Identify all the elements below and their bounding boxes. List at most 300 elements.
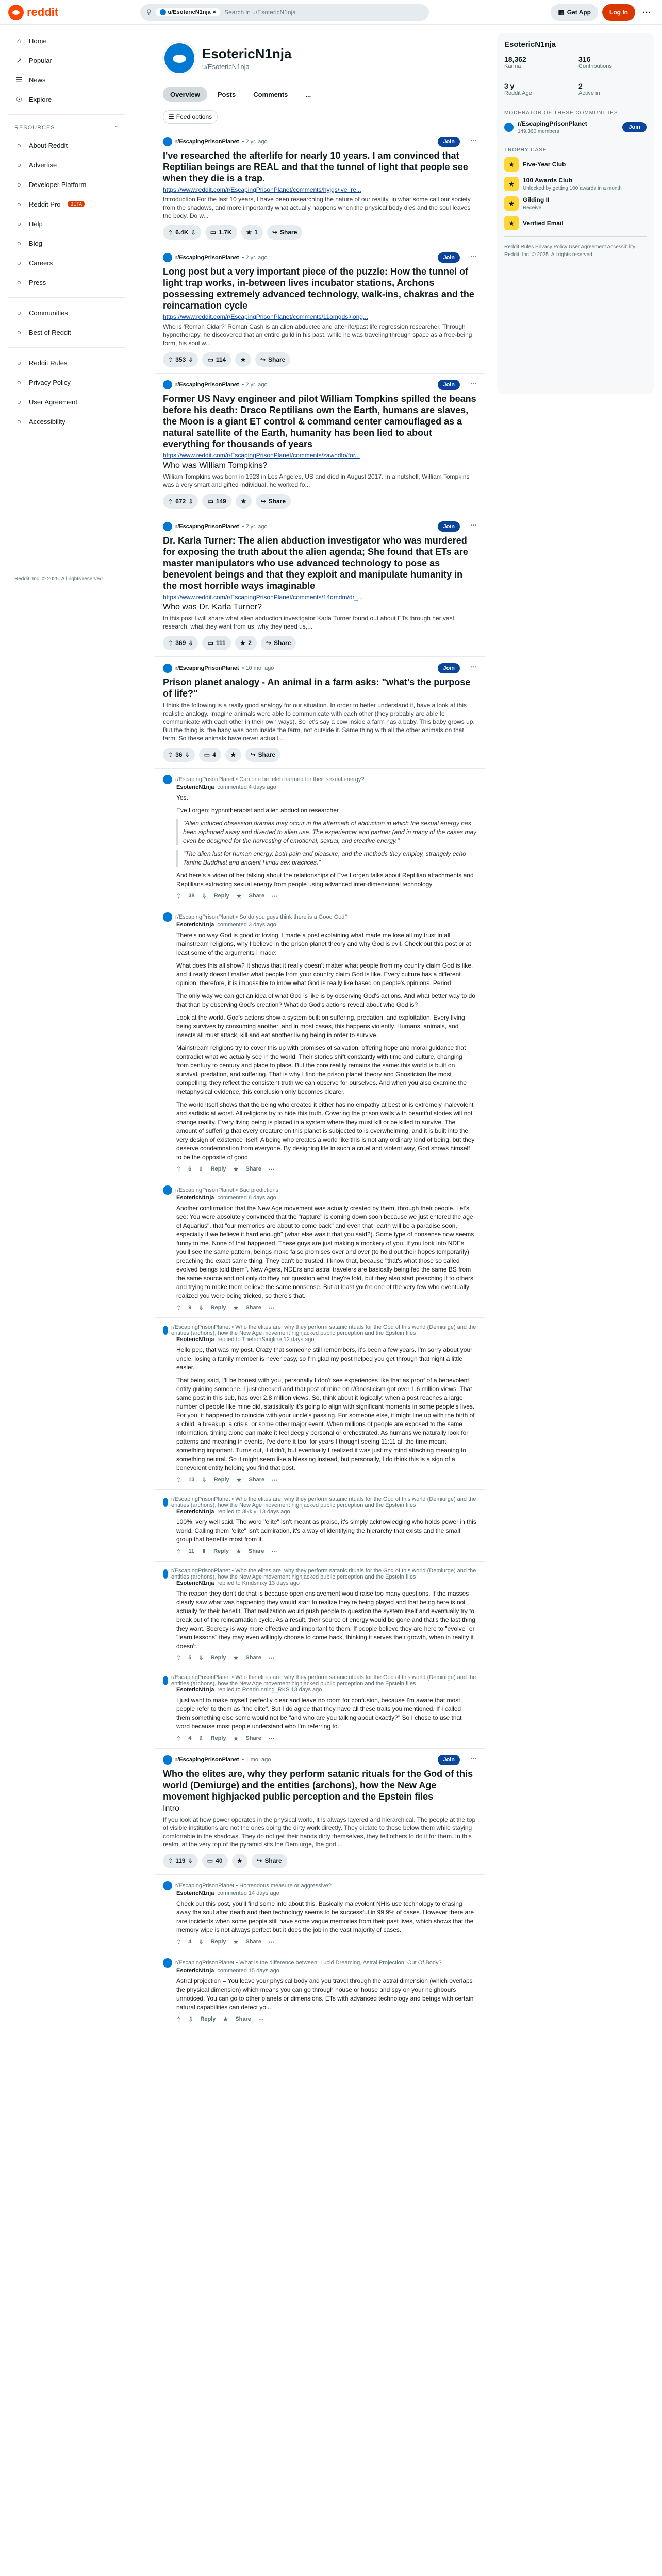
reply-button[interactable]: Reply: [210, 1939, 226, 1945]
post-link[interactable]: https://www.reddit.com/r/EscapingPrisonPlanet/comments/14qmdm/dr_...: [163, 594, 363, 601]
comment-author[interactable]: EsotericN1nja: [176, 1968, 214, 1974]
nav-item-label: Explore: [29, 95, 52, 104]
post-community[interactable]: r/EscapingPrisonPlanet: [175, 382, 239, 388]
more-options-icon[interactable]: ⋯: [470, 137, 476, 144]
comment-actions: [176, 1735, 476, 1742]
share-button[interactable]: [256, 494, 291, 509]
share-icon: ↪: [272, 229, 278, 236]
comment-count: 149: [216, 498, 226, 505]
more-options-icon[interactable]: ⋯: [271, 1549, 277, 1555]
post-community[interactable]: r/EscapingPrisonPlanet: [175, 523, 239, 530]
share-icon: ↪: [266, 639, 272, 647]
chevron-up-icon: ⌃: [113, 125, 119, 131]
share-button[interactable]: [267, 225, 302, 240]
search-bar[interactable]: [140, 4, 429, 21]
comment-card: [155, 1875, 485, 1952]
stat-label: Karma: [504, 63, 521, 70]
more-options-icon[interactable]: ⋯: [470, 521, 476, 529]
trophy-text: [523, 219, 564, 227]
more-options-icon[interactable]: ⋯: [272, 1477, 278, 1483]
share-icon: ↪: [260, 356, 266, 363]
share-button[interactable]: Share: [248, 1548, 264, 1554]
comment-quote: "The alien lust for human energy, both pain and pleasure, and the methods they employ, strangely echo Tantric Buddhist and ancient Hindu sex practices.": [176, 850, 476, 867]
upvote-icon[interactable]: ⇧: [176, 1549, 181, 1555]
comments-button[interactable]: [202, 494, 231, 509]
upvote-icon[interactable]: ⇧: [176, 1166, 181, 1173]
downvote-icon[interactable]: ⇩: [202, 893, 207, 900]
upvote-icon[interactable]: ⇧: [176, 1655, 181, 1662]
comment-actions: [176, 2016, 476, 2023]
share-icon: ↪: [250, 751, 256, 758]
share-label: Share: [258, 751, 276, 758]
nav-item-home[interactable]: [8, 31, 125, 50]
vote-count: 11: [188, 1548, 194, 1554]
post-body: If you look at how power operates in the physical world, it is always layered and hierarchical. The people at the top of visible institutions are not the ones doing the dirty work directly. They dictate to those below them while staying comfortable in the shadows. They do not get their hands dirty themselves, they tell others to do it for them. In this realm, at the very top of the pyramid sits the Demiurge, the god ...: [163, 1816, 476, 1848]
share-button[interactable]: Share: [245, 1166, 261, 1172]
post-card[interactable]: [155, 657, 485, 769]
post-time: • 2 yr. ago: [242, 382, 268, 388]
communities-icon: ○: [16, 309, 22, 317]
moderated-community[interactable]: [504, 120, 647, 134]
profile-sidebar: [497, 33, 654, 394]
comments-button[interactable]: [199, 748, 221, 762]
thread-label: r/EscapingPrisonPlanet • Who the elites are, why they perform satanic rituals for the God of this world (Demiurge) and the entities (archons), how the New Age movement highjacked public perception and the Epstein files: [171, 1568, 476, 1580]
join-button[interactable]: Join: [438, 521, 460, 532]
comment-body: [176, 1518, 476, 1544]
award-button[interactable]: [235, 636, 257, 650]
stat-label: Active in: [578, 90, 600, 96]
share-label: Share: [268, 356, 286, 363]
vote-count: 4: [188, 1939, 192, 1945]
post-actions: [163, 352, 476, 367]
share-button[interactable]: Share: [245, 1939, 261, 1945]
trophy-icon: ★: [504, 157, 519, 172]
profile-name: EsotericN1nja: [202, 46, 292, 61]
trophy-name: Gilding II: [523, 196, 550, 204]
nav-item-label: Best of Reddit: [29, 328, 71, 336]
comment-paragraph: The reason they don't do that is because open enslavement would raise too many questions. If the masses clearly saw what was happening they would start to realize they're being played and that being here is not actually for their benefit. That realization would push people to question the system itself and eventually try to break out of the reincarnation cycle. As a result, their source of energy would be gone and that's the last thing they want. Secrecy is way more effective and important to them. If people believe they are here to "evolve" or "learn lessons" they may even willingly choose to come back, thinking it serves their growth, when in reality it doesn't.: [176, 1590, 475, 1650]
award-icon[interactable]: ★: [236, 1549, 241, 1555]
nav-item-label: Privacy Policy: [29, 378, 71, 386]
share-button[interactable]: Share: [249, 1477, 265, 1483]
award-icon[interactable]: ★: [233, 1736, 239, 1742]
post-title[interactable]: Who the elites are, why they perform satanic rituals for the God of this world (Demiurge) and the entities (archons), how the New Age movement highjacked public perception and the Epstein files: [163, 1769, 473, 1802]
nav-item-privacy-policy[interactable]: [8, 372, 125, 392]
comment-paragraph: Hello pep, that was my post. Crazy that someone still remembers, it's been a few years. I'm sorry about your uncle, losing a family member is never easy, so I'm glad my post helped you get through that night a little easier.: [176, 1346, 473, 1371]
vote-control[interactable]: [163, 748, 195, 762]
comments-button[interactable]: [202, 636, 230, 650]
comment-author[interactable]: EsotericN1nja: [176, 784, 214, 790]
home-icon: ⌂: [16, 37, 22, 45]
post-community[interactable]: r/EscapingPrisonPlanet: [175, 1757, 239, 1763]
downvote-icon[interactable]: ⇩: [188, 2016, 193, 2023]
nav-item-label: Communities: [29, 309, 68, 317]
comment-thread-title[interactable]: [163, 1958, 476, 1968]
blog-icon: ○: [16, 239, 22, 247]
trophy-icon: ★: [504, 196, 519, 211]
tab-overview[interactable]: Overview: [163, 87, 207, 102]
vote-count: 672: [175, 498, 186, 505]
nav-item-careers[interactable]: [8, 253, 125, 273]
post-body: I think the following is a really good analogy for our situation. In order to better understand it, have a look at this realistic analogy. Imagine animals were able to communicate with each other (they probably are able to communicate with each other in their own ways). So let's say a cow inside a farm has a baby. This baby grows up. But the thing is, the baby was born inside the farm, not outside it. Same thing with all the other animals on that farm. So these animals have never actuall...: [163, 702, 475, 742]
vote-control[interactable]: [163, 1854, 198, 1868]
more-options-icon[interactable]: ⋯: [470, 663, 476, 670]
post-community[interactable]: r/EscapingPrisonPlanet: [175, 255, 239, 261]
reply-button[interactable]: Reply: [213, 1548, 229, 1554]
trophy-description: Receive...: [523, 205, 546, 211]
about-reddit-icon: ○: [16, 141, 22, 149]
share-button[interactable]: Share: [245, 1735, 261, 1741]
vote-control[interactable]: [163, 494, 198, 509]
community-avatar: [163, 775, 172, 784]
upvote-icon[interactable]: ⇧: [168, 1858, 173, 1865]
upvote-icon[interactable]: ⇧: [176, 893, 181, 900]
post-title[interactable]: Former US Navy engineer and pilot William Tompkins spilled the beans before his death: Draco Reptilians own the Earth, humans are slaves, the Moon is a giant ET control & command center camouflaged as a natural satellite of the Earth, humanity has been lied to about everything for thousands of years: [163, 394, 476, 449]
upvote-icon[interactable]: ⇧: [168, 752, 173, 758]
upvote-icon[interactable]: ⇧: [176, 1939, 181, 1945]
get-app-button[interactable]: ▦ Get App: [551, 4, 598, 21]
qr-code-icon: ▦: [558, 9, 564, 16]
post-card[interactable]: [155, 374, 485, 515]
downvote-icon[interactable]: ⇩: [198, 1166, 204, 1173]
join-button[interactable]: Join: [438, 137, 460, 147]
vote-count: 13: [188, 1477, 195, 1483]
resources-section-header[interactable]: RESOURCES ⌃: [14, 125, 119, 131]
comment-paragraph: That being said, I'll be honest with you, personally I don't see experiences like that as proof of a benevolent entity guiding someone. I just checked and that post of mine on r/Gnosticism got over 1.6 million views. That same post in this sub, has over 2.8 million views. So, think about it logically: when a post reaches a large number of people like mine did, statistically it's going to align with significant moments in some people's lives. For you, it happened to coincide with your uncle's passing. For someone else, it might line up with the birth of a child, a breakup, a crisis, or some other major event. When millions of people are exposed to the same information, timing alone can make it feel deeply personal or orchestrated. As humans we naturally look for patterns and meaning in events, I've done it too, for years I thought seeing 11:11 all the time meant something important. Turns out, it didn't, but eventually I realized it was just my mind attaching meaning to something neutral. So it might seem like a blessing instead, but personally, I do think this is a sign of a benevolent entity helping you find that post.: [176, 1377, 475, 1471]
reply-button[interactable]: Reply: [210, 1166, 226, 1172]
award-button[interactable]: [225, 748, 241, 762]
comment-card: [155, 1318, 485, 1490]
post-card[interactable]: [155, 1749, 485, 1875]
downvote-icon[interactable]: ⇩: [185, 752, 190, 758]
comments-button[interactable]: [202, 352, 231, 367]
comment-thread-title[interactable]: [163, 912, 476, 922]
tab-more[interactable]: ...: [305, 90, 311, 98]
more-options-icon[interactable]: ⋯: [268, 1655, 274, 1662]
comment-author[interactable]: EsotericN1nja: [176, 1890, 214, 1896]
comment-author[interactable]: EsotericN1nja: [176, 1195, 214, 1201]
downvote-icon[interactable]: ⇩: [188, 640, 193, 647]
post-actions: [163, 636, 476, 650]
comment-paragraph: Look at the world. God's actions show a system built on suffering, predation, and exploitation. Every living being survives by consuming another, and in most cases, this happens violently. Humans, animals, and insects all must attack, kill and eat another living being in order to survive.: [176, 1014, 465, 1039]
upvote-icon[interactable]: ⇧: [168, 229, 173, 236]
beta-badge: BETA: [68, 201, 85, 207]
award-button[interactable]: [241, 225, 263, 240]
downvote-icon[interactable]: ⇩: [201, 1549, 207, 1555]
award-icon[interactable]: ★: [233, 1655, 239, 1662]
more-options-icon[interactable]: ⋯: [470, 252, 476, 260]
post-subheading: Who was William Tompkins?: [163, 461, 268, 470]
more-options-icon[interactable]: ⋯: [272, 893, 278, 900]
community-avatar: [163, 1958, 172, 1968]
award-icon[interactable]: ★: [233, 1166, 239, 1173]
nav-item-about-reddit[interactable]: [8, 135, 125, 155]
comment-thread-title[interactable]: [163, 1674, 476, 1687]
downvote-icon[interactable]: ⇩: [198, 1736, 204, 1742]
post-body: Introduction For the last 10 years, I have been researching the nature of our reality, in what some call our society from the shadows, and more importantly what actually happens when the physical body dies and the soul leaves the body. Do w...: [163, 196, 471, 219]
upvote-icon[interactable]: ⇧: [176, 1305, 181, 1311]
post-link[interactable]: https://www.reddit.com/r/EscapingPrisonPlanet/comments/zawndto/for...: [163, 452, 360, 459]
comment-thread-title[interactable]: [163, 1185, 476, 1195]
post-card[interactable]: [155, 130, 485, 246]
more-options-icon[interactable]: ⋯: [470, 380, 476, 387]
upvote-icon[interactable]: ⇧: [176, 1477, 181, 1483]
reply-button[interactable]: Reply: [210, 1304, 226, 1311]
post-card[interactable]: [155, 246, 485, 374]
comment-paragraph: What does this all show? It shows that it really doesn't matter what people from my country claim God is like, and it really doesn't matter what people from your country claim God is like. Every culture has a different opinion, therefore, it is impossible to know what God is really like based on people's opinions. Period.: [176, 962, 473, 987]
post-link[interactable]: https://www.reddit.com/r/EscapingPrisonPlanet/comments/hyjgs/ive_re...: [163, 186, 361, 193]
downvote-icon[interactable]: ⇩: [191, 229, 196, 236]
comment-paragraph: I just want to make myself perfectly clear and leave no room for confusion, because I'm aware that most people refer to them as "the elite". But I do agree that they have all these traits you mentioned. If I called them something else some would not be "and who are you talking about exactly?" So I chose to use that word because most people understand who I'm referring to.: [176, 1697, 462, 1730]
award-button[interactable]: [235, 352, 251, 367]
comment-author[interactable]: EsotericN1nja: [176, 1509, 214, 1515]
help-icon: ○: [16, 219, 22, 228]
comment-body: [176, 1589, 476, 1651]
post-time: • 10 mo. ago: [242, 665, 274, 671]
stat-value: 316: [578, 55, 591, 63]
comment-count: 40: [216, 1857, 223, 1865]
nav-item-advertise[interactable]: [8, 155, 125, 175]
award-button[interactable]: [236, 494, 252, 509]
reddit-rules-icon: ○: [16, 359, 22, 367]
award-icon[interactable]: ★: [236, 1477, 242, 1483]
post-subheading: Intro: [163, 1804, 180, 1813]
share-button[interactable]: [245, 748, 280, 762]
join-button[interactable]: Join: [438, 663, 460, 673]
award-icon[interactable]: ★: [236, 893, 242, 900]
comment-card: [155, 1562, 485, 1668]
comment-thread-title[interactable]: [163, 1881, 476, 1890]
comment-body: [176, 1977, 476, 2012]
comment-paragraph: The only way we can get an idea of what God is like is by observing God's actions. And what better way to do that than by observing God's creation? What do God's actions reveal about who God is?: [176, 992, 475, 1008]
share-button[interactable]: [255, 352, 290, 367]
reply-button[interactable]: Reply: [210, 1735, 226, 1741]
comment-count: 111: [216, 639, 226, 647]
comment-time: replied to TheIronSingline 12 days ago: [217, 1336, 315, 1343]
tab-posts[interactable]: Posts: [217, 90, 236, 98]
upvote-icon[interactable]: ⇧: [176, 1736, 181, 1742]
share-label: Share: [274, 639, 291, 647]
nav-item-user-agreement[interactable]: [8, 392, 125, 412]
post-title[interactable]: Long post but a very important piece of the puzzle: How the tunnel of light trap works, in-between lives incubator stations, Archons possessing extremely advanced technology, walk-ins, chakras and the reincarnation cycle: [163, 266, 474, 311]
profile-handle: u/EsotericN1nja: [202, 63, 250, 71]
profile-header: [155, 25, 485, 81]
post-time: • 2 yr. ago: [242, 523, 268, 530]
comment-author[interactable]: EsotericN1nja: [176, 1336, 214, 1343]
award-button[interactable]: [232, 1854, 248, 1868]
post-link[interactable]: https://www.reddit.com/r/EscapingPrisonPlanet/comments/11omgdsl/long...: [163, 313, 368, 320]
downvote-icon[interactable]: ⇩: [188, 357, 193, 363]
comments-button[interactable]: [202, 1854, 228, 1868]
trophy-item: [504, 196, 647, 211]
comment-card: [155, 1179, 485, 1318]
nav-item-press[interactable]: [8, 273, 125, 292]
award-icon[interactable]: ★: [233, 1939, 239, 1945]
trophy-name: 100 Awards Club: [523, 177, 573, 184]
award-icon[interactable]: ★: [233, 1305, 239, 1311]
post-title[interactable]: Dr. Karla Turner: The alien abduction investigator who was murdered for exposing the truth about the alien agenda; She found that ETs are master manipulators who use advanced technology to pose as benevolent beings and that they exploit and manipulate humanity in the most horrible ways imaginable: [163, 535, 468, 591]
tab-comments[interactable]: Comments: [253, 90, 288, 98]
comment-author[interactable]: EsotericN1nja: [176, 1580, 214, 1586]
more-options-icon[interactable]: ⋯: [268, 1305, 274, 1311]
comment-body: [176, 1346, 476, 1472]
share-button[interactable]: Share: [235, 2016, 251, 2022]
log-in-button[interactable]: Log In: [602, 4, 635, 21]
trophy-icon: ★: [504, 216, 519, 230]
comment-author[interactable]: EsotericN1nja: [176, 922, 214, 928]
more-options-icon[interactable]: ⋯: [268, 1939, 274, 1945]
reply-button[interactable]: Reply: [210, 1655, 226, 1661]
comment-paragraph: 100%, very well said. The word "elite" isn't meant as praise, it's simply acknowledging who holds power in this world. Calling them "elite" isn't admiration, it's a way of identifying the hierarchy that exists and the small group that benefits most from it.: [176, 1518, 476, 1543]
award-icon[interactable]: ★: [223, 2016, 228, 2023]
join-button[interactable]: Join: [438, 380, 460, 390]
nav-item-label: Developer Platform: [29, 180, 87, 189]
comment-thread-title[interactable]: [163, 1324, 476, 1336]
share-button[interactable]: Share: [245, 1304, 261, 1311]
stat-value: 18,362: [504, 55, 526, 63]
comment-time: replied to Kmdsmxy 13 days ago: [217, 1580, 300, 1586]
comment-time: commented 14 days ago: [217, 1890, 279, 1896]
post-meta: [163, 380, 476, 390]
community-avatar: [163, 1185, 172, 1195]
comment-card: [155, 906, 485, 1179]
comment-meta: [176, 1195, 476, 1201]
comment-time: commented 8 days ago: [217, 1195, 276, 1201]
join-button[interactable]: Join: [438, 252, 460, 263]
close-icon[interactable]: ×: [212, 9, 217, 15]
vote-control[interactable]: [163, 352, 198, 367]
nav-item-accessibility[interactable]: [8, 412, 125, 431]
thread-label: r/EscapingPrisonPlanet • Who the elites are, why they perform satanic rituals for the God of this world (Demiurge) and the entities (archons), how the New Age movement highjacked public perception and the Epstein files: [171, 1324, 476, 1336]
thread-label: r/EscapingPrisonPlanet • Who the elites are, why they perform satanic rituals for the God of this world (Demiurge) and the entities (archons), how the New Age movement highjacked public perception and the Epstein files: [171, 1496, 476, 1509]
downvote-icon[interactable]: ⇩: [198, 1939, 204, 1945]
user-agreement-icon: ○: [16, 398, 22, 406]
comment-thread-title[interactable]: [163, 1568, 476, 1580]
comment-meta: [176, 1580, 476, 1586]
more-options-icon[interactable]: ⋯: [258, 2016, 264, 2023]
reply-button[interactable]: Reply: [213, 893, 229, 899]
upvote-icon[interactable]: ⇧: [168, 357, 173, 363]
nav-item-label: Careers: [29, 259, 53, 267]
post-title[interactable]: I've researched the afterlife for nearly 10 years. I am convinced that Reptilian beings are REAL and that the tunnel of light that people see when they die is a trap.: [163, 150, 468, 183]
comment-thread-title[interactable]: [163, 1496, 476, 1509]
comment-quote: "Alien induced obsession dramas may occur in the aftermath of abduction in which the sexual energy has been siphoned away and diverted to alien use. The experiencer and partner (and in many of the cases may even be designed for the harvesting of emotional, sexual, and creative energy.": [176, 819, 476, 845]
share-button[interactable]: [252, 1854, 287, 1868]
more-options-icon[interactable]: ⋯: [268, 1736, 274, 1742]
downvote-icon[interactable]: ⇩: [198, 1655, 204, 1662]
post-community[interactable]: r/EscapingPrisonPlanet: [175, 139, 239, 145]
nav-item-news[interactable]: [8, 70, 125, 90]
comment-meta: [176, 1336, 476, 1343]
reddit-logo[interactable]: [8, 5, 111, 20]
nav-item-help[interactable]: [8, 214, 125, 233]
upvote-icon[interactable]: ⇧: [176, 2016, 181, 2023]
comment-thread-title[interactable]: [163, 775, 476, 784]
vote-count: 4: [188, 1735, 192, 1741]
nav-item-explore[interactable]: [8, 90, 125, 109]
nav-item-reddit-pro[interactable]: [8, 194, 125, 214]
nav-item-label: Accessibility: [29, 417, 65, 426]
nav-item-label: About Reddit: [29, 141, 68, 149]
share-button[interactable]: Share: [245, 1655, 261, 1661]
nav-item-popular[interactable]: [8, 50, 125, 70]
vote-control[interactable]: [163, 225, 201, 240]
comments-button[interactable]: [205, 225, 237, 240]
community-avatar: [504, 123, 514, 132]
post-actions: [163, 225, 476, 240]
downvote-icon[interactable]: ⇩: [188, 1858, 193, 1865]
share-button[interactable]: [261, 636, 296, 650]
trophy-text: [523, 196, 549, 211]
join-community-button[interactable]: Join: [622, 122, 647, 132]
upvote-icon[interactable]: ⇧: [168, 498, 173, 505]
comment-card: [155, 1490, 485, 1562]
press-icon: ○: [16, 278, 22, 286]
trophy-text: [523, 161, 566, 168]
nav-item-developer-platform[interactable]: [8, 175, 125, 194]
share-label: Share: [268, 498, 286, 505]
comment-time: commented 3 days ago: [217, 922, 276, 928]
more-options-icon[interactable]: ⋯: [642, 8, 651, 17]
stat-reddit-age: [504, 82, 566, 96]
moderator-section-title: MODERATOR OF THESE COMMUNITIES: [504, 110, 618, 116]
popular-icon: ↗: [16, 56, 22, 64]
downvote-icon[interactable]: ⇩: [198, 1305, 204, 1311]
share-button[interactable]: Share: [249, 893, 265, 899]
comment-icon: ▭: [207, 639, 213, 647]
community-avatar: [163, 1881, 172, 1890]
news-icon: ☰: [15, 75, 23, 84]
comment-actions: [176, 1304, 476, 1311]
sliders-icon: ☰: [169, 113, 174, 121]
post-title[interactable]: Prison planet analogy - An animal in a farm asks: "what's the purpose of life?": [163, 677, 471, 699]
trophy-case-title: TROPHY CASE: [504, 147, 547, 153]
feed-options-row: [155, 107, 485, 130]
nav-item-best-of-reddit[interactable]: [8, 323, 125, 342]
community-avatar: [163, 380, 172, 389]
downvote-icon[interactable]: ⇩: [188, 498, 193, 505]
community-avatar: [163, 522, 172, 531]
nav-item-label: Home: [29, 37, 47, 45]
nav-item-label: Reddit Pro: [29, 200, 61, 208]
reply-button[interactable]: Reply: [213, 1477, 229, 1483]
feed-options-button[interactable]: ☰ Feed options: [163, 110, 218, 124]
nav-item-communities[interactable]: [8, 303, 125, 323]
nav-item-reddit-rules[interactable]: [8, 353, 125, 372]
downvote-icon[interactable]: ⇩: [202, 1477, 207, 1483]
comment-meta: [176, 922, 476, 928]
more-options-icon[interactable]: ⋯: [268, 1166, 274, 1173]
vote-control[interactable]: [163, 636, 198, 650]
privacy-policy-icon: ○: [16, 378, 22, 386]
search-icon: ⚲: [146, 8, 152, 16]
community-avatar: [163, 1326, 168, 1335]
search-input[interactable]: [224, 9, 423, 16]
nav-item-blog[interactable]: [8, 233, 125, 253]
comment-meta: [176, 1890, 476, 1896]
comment-icon: ▭: [207, 356, 213, 363]
search-scope-chip[interactable]: u/EsotericN1nja ×: [156, 8, 221, 16]
main-content: [155, 25, 485, 2029]
post-card[interactable]: [155, 515, 485, 657]
reply-button[interactable]: Reply: [200, 2016, 216, 2022]
post-time: • 1 mo. ago: [242, 1757, 271, 1763]
join-button[interactable]: Join: [438, 1755, 460, 1765]
more-options-icon[interactable]: ⋯: [470, 1755, 476, 1762]
upvote-icon[interactable]: ⇧: [168, 640, 173, 647]
comment-author[interactable]: EsotericN1nja: [176, 1687, 214, 1693]
post-community[interactable]: r/EscapingPrisonPlanet: [175, 665, 239, 671]
